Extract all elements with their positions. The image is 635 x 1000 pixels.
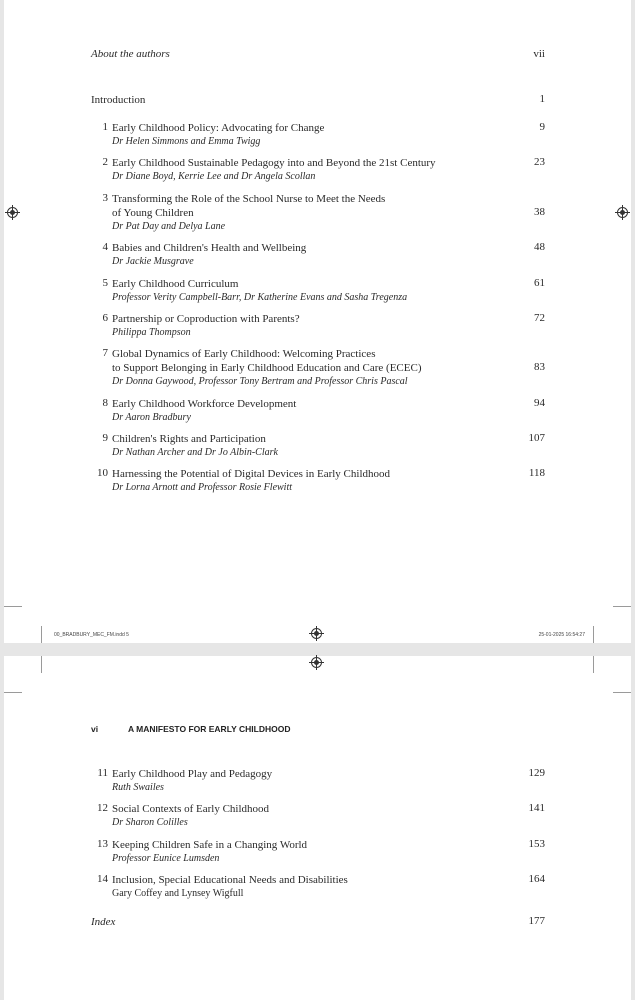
- chapter-number: 7: [102, 347, 108, 359]
- chapter-authors: Dr Pat Day and Delya Lane: [112, 221, 226, 232]
- chapter-number: 8: [102, 397, 108, 409]
- chapter-authors: Professor Verity Campbell-Barr, Dr Katherine Evans and Sasha Tregenza: [112, 292, 408, 303]
- chapter-page-number: 72: [534, 312, 545, 324]
- chapter-page-number: 164: [528, 873, 545, 885]
- running-head-page: vi: [91, 724, 99, 734]
- chapter-page-number: 61: [534, 277, 545, 289]
- chapter-title: Early Childhood Play and Pedagogy: [112, 768, 273, 780]
- crop-mark: [41, 626, 42, 643]
- chapter-authors: Dr Lorna Arnott and Professor Rosie Flewitt: [112, 482, 293, 493]
- crop-mark: [593, 656, 594, 673]
- chapter-number: 3: [102, 192, 108, 204]
- chapter-authors: Dr Nathan Archer and Dr Jo Albin-Clark: [112, 447, 278, 458]
- running-head-book-title: A MANIFESTO FOR EARLY CHILDHOOD: [128, 724, 291, 734]
- chapter-title: Keeping Children Safe in a Changing World: [112, 839, 308, 851]
- chapter-page-number: 129: [528, 767, 545, 779]
- crop-mark: [4, 692, 22, 693]
- chapter-number: 14: [97, 873, 108, 885]
- chapter-title: Global Dynamics of Early Childhood: Welcoming Practices: [112, 348, 376, 360]
- chapter-number: 1: [102, 121, 108, 133]
- chapter-number: 11: [97, 767, 108, 779]
- introduction-page: 1: [539, 93, 545, 105]
- chapter-number: 9: [102, 432, 108, 444]
- running-head-page: vii: [533, 48, 545, 60]
- slug-file-name: 00_BRADBURY_MEC_FM.indd 5: [54, 632, 129, 638]
- crop-mark: [4, 606, 22, 607]
- chapter-page-number: 48: [534, 241, 545, 253]
- chapter-title: Early Childhood Curriculum: [112, 278, 239, 290]
- slug-timestamp: 25-01-2025 16:54:27: [538, 632, 585, 638]
- chapter-page-number: 94: [534, 397, 545, 409]
- chapter-title: Babies and Children's Health and Wellbeing: [112, 242, 307, 254]
- chapter-title: Early Childhood Policy: Advocating for Change: [112, 122, 325, 134]
- chapter-title: Children's Rights and Participation: [112, 433, 266, 445]
- chapter-page-number: 141: [528, 802, 545, 814]
- chapter-number: 4: [102, 241, 108, 253]
- chapter-authors: Dr Aaron Bradbury: [112, 412, 191, 423]
- chapter-title: to Support Belonging in Early Childhood Education and Care (ECEC): [112, 362, 422, 374]
- chapter-page-number: 83: [534, 361, 545, 373]
- crop-mark: [613, 606, 631, 607]
- chapter-number: 13: [97, 838, 108, 850]
- chapter-number: 12: [97, 802, 108, 814]
- chapter-number: 5: [102, 277, 108, 289]
- crop-mark: [41, 656, 42, 673]
- chapter-authors: Dr Donna Gaywood, Professor Tony Bertram and Professor Chris Pascal: [112, 376, 408, 387]
- chapter-page-number: 38: [534, 206, 545, 218]
- registration-mark-icon: [7, 207, 18, 218]
- chapter-authors: Gary Coffey and Lynsey Wigfull: [112, 888, 244, 899]
- chapter-authors: Dr Diane Boyd, Kerrie Lee and Dr Angela Scollan: [112, 171, 316, 182]
- registration-mark-icon: [617, 207, 628, 218]
- chapter-title: Inclusion, Special Educational Needs and Disabilities: [112, 874, 348, 886]
- chapter-title: Social Contexts of Early Childhood: [112, 803, 270, 815]
- chapter-title: Early Childhood Sustainable Pedagogy into and Beyond the 21st Century: [112, 157, 436, 169]
- chapter-authors: Philippa Thompson: [112, 327, 191, 338]
- chapter-title: of Young Children: [112, 207, 194, 219]
- chapter-page-number: 23: [534, 156, 545, 168]
- index-label: Index: [91, 916, 116, 928]
- toc-page-upper: [4, 0, 631, 643]
- chapter-authors: Dr Jackie Musgrave: [112, 256, 194, 267]
- chapter-authors: Dr Sharon Colilles: [112, 817, 188, 828]
- chapter-page-number: 107: [528, 432, 545, 444]
- running-head: About the authors: [91, 48, 170, 60]
- chapter-page-number: 118: [528, 467, 545, 479]
- crop-mark: [613, 692, 631, 693]
- registration-mark-icon: [311, 628, 322, 639]
- registration-mark-icon: [311, 657, 322, 668]
- chapter-page-number: 153: [528, 838, 545, 850]
- index-page: 177: [528, 915, 545, 927]
- chapter-number: 2: [102, 156, 108, 168]
- chapter-number: 10: [97, 467, 108, 479]
- introduction-label: Introduction: [91, 94, 146, 106]
- chapter-title: Partnership or Coproduction with Parents?: [112, 313, 300, 325]
- toc-page-lower: [4, 656, 631, 1000]
- chapter-title: Transforming the Role of the School Nurse to Meet the Needs: [112, 193, 386, 205]
- chapter-title: Early Childhood Workforce Development: [112, 398, 297, 410]
- chapter-number: 6: [102, 312, 108, 324]
- chapter-title: Harnessing the Potential of Digital Devices in Early Childhood: [112, 468, 391, 480]
- chapter-authors: Professor Eunice Lumsden: [112, 853, 220, 864]
- crop-mark: [593, 626, 594, 643]
- chapter-page-number: 9: [539, 121, 545, 133]
- chapter-authors: Dr Helen Simmons and Emma Twigg: [112, 136, 261, 147]
- chapter-authors: Ruth Swailes: [112, 782, 164, 793]
